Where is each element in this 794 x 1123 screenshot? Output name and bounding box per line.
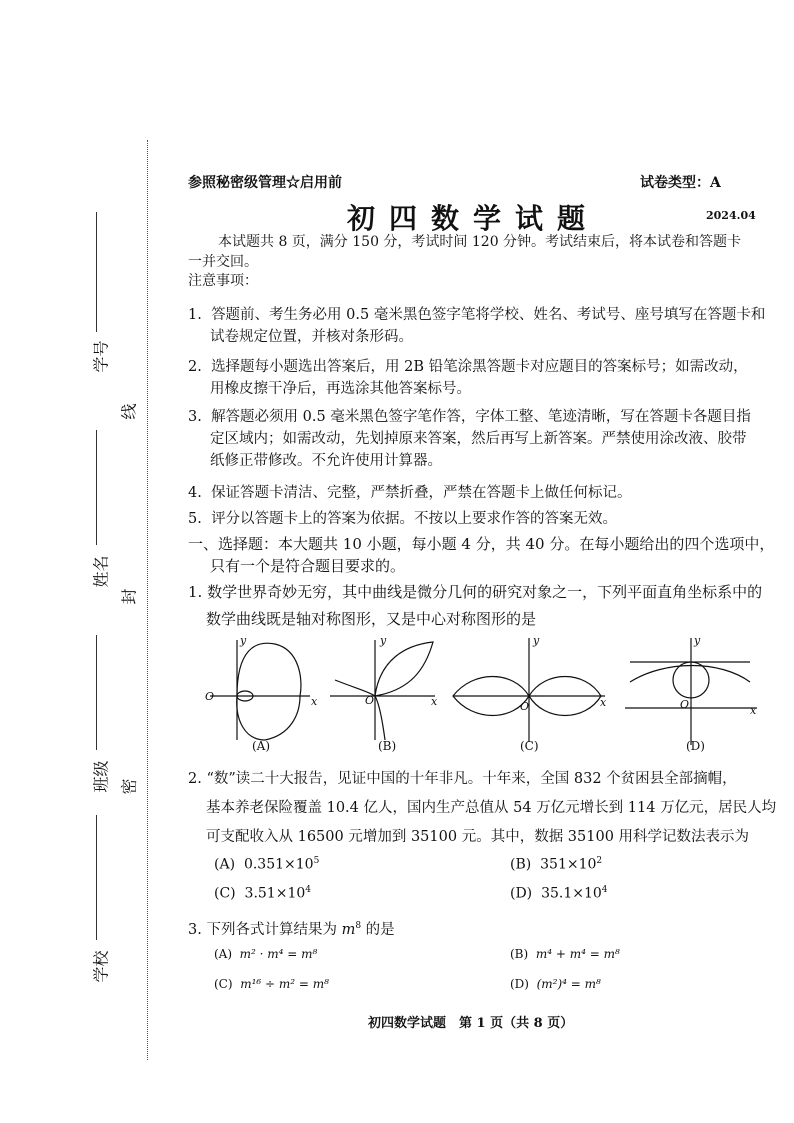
note-1: 1. 答题前、考生务必用 0.5 毫米黑色签字笔将学校、姓名、考试号、座号填写在答题卡和 试卷规定位置，并核对条形码。 [188, 307, 766, 345]
field-xingming [96, 430, 97, 545]
fig-c-x: x [600, 696, 607, 709]
q3-option-d: (D) (m²)⁴ = m⁸ [510, 977, 601, 991]
q3-option-a: (A) m² · m⁴ = m⁸ [214, 947, 318, 961]
paper-type: 试卷类型：A [640, 175, 721, 191]
seal-word-xian: 线 [119, 403, 139, 420]
fig-a-y: y [240, 634, 247, 647]
figure-d [625, 638, 757, 745]
field-banji [96, 635, 97, 750]
q3-option-b: (B) m⁴ + m⁴ = m⁸ [510, 947, 620, 961]
label-xuexiao: 学校 [91, 950, 111, 983]
q3-option-c: (C) m¹⁶ ÷ m² = m⁸ [214, 977, 329, 991]
question-1-figures [195, 630, 775, 750]
fig-b-y: y [380, 634, 387, 647]
section-1-heading: 一、选择题：本大题共 10 小题，每小题 4 分，共 40 分。在每小题给出的四个选项中， 只有一个是符合题目要求的。 [188, 535, 775, 575]
note-2: 2. 选择题每小题选出答案后，用 2B 铅笔涂黑答题卡对应题目的答案标号；如需改动， 用橡皮擦干净后，再选涂其他答案标号。 [188, 359, 748, 397]
label-xuehao: 学号 [91, 340, 111, 373]
field-xuehao [96, 212, 97, 332]
fig-b-x: x [431, 695, 438, 708]
seal-word-feng: 封 [119, 588, 139, 605]
caption-b: (B) [378, 739, 397, 753]
exam-date: 2024.04 [706, 209, 756, 222]
fig-d-origin: O [680, 698, 690, 711]
note-5: 5. 评分以答题卡上的答案为依据。不按以上要求作答的答案无效。 [188, 511, 618, 527]
fig-b-origin: O [365, 694, 375, 707]
fig-a-x: x [311, 695, 318, 708]
intro-line-1: 本试题共 8 页，满分 150 分，考试时间 120 分钟。考试结束后，将本试卷和答题卡 [218, 234, 742, 250]
label-banji: 班级 [91, 760, 111, 793]
field-xuexiao [96, 815, 97, 940]
seal-line [147, 140, 148, 1060]
fig-d-y: y [694, 634, 701, 647]
binding-margin [0, 0, 150, 1123]
q2-option-b: (B) $351\times 10^2$ [510, 856, 603, 873]
question-1: 1. 数学世界奇妙无穷，其中曲线是微分几何的研究对象之一，下列平面直角坐标系中的 数学曲线既是轴对称图形，又是中心对称图形的是 [188, 583, 763, 628]
page-footer: 初四数学试题 第 1 页（共 8 页） [368, 1016, 574, 1031]
notes-title: 注意事项： [188, 273, 258, 289]
note-4: 4. 保证答题卡清洁、完整，严禁折叠，严禁在答题卡上做任何标记。 [188, 485, 632, 501]
q2-option-a: (A) $0.351\times 10^5$ [214, 856, 320, 873]
fig-d-x: x [750, 704, 757, 717]
q2-option-c: (C) $3.51\times 10^4$ [214, 885, 311, 902]
caption-a: (A) [252, 739, 271, 753]
caption-d: (D) [686, 739, 705, 753]
label-xingming: 姓名 [91, 555, 111, 588]
seal-word-mi: 密 [119, 778, 139, 795]
caption-c: (C) [520, 739, 539, 753]
fig-a-origin: O [205, 690, 215, 703]
intro-line-2: 一并交回。 [188, 254, 258, 270]
q2-option-d: (D) $35.1\times 10^4$ [510, 885, 608, 902]
fig-c-origin: O [520, 700, 530, 713]
figure-b [330, 640, 435, 740]
page-title: 初四数学试题 [347, 202, 600, 235]
note-3: 3. 解答题必须用 0.5 毫米黑色签字笔作答，字体工整、笔迹清晰，写在答题卡各题目指 定区域内；如需改动，先划掉原来答案，然后再写上新答案。严禁使用涂改液、胶带 纸修正带修改。不允许使用计算器。 [188, 409, 751, 469]
confidential-label: 参照秘密级管理☆启用前 [188, 175, 342, 191]
fig-c-y: y [533, 634, 540, 647]
question-3: 3. 下列各式计算结果为 $m^8$ 的是 [188, 921, 395, 938]
question-2: 2. “数”读二十大报告，见证中国的十年非凡。十年来，全国 832 个贫困县全部摘帽， 基本养老保险覆盖 10.4 亿人，国内生产总值从 54 万亿元增长到 114 万亿元，居民人均 可支配收入从 16500 元增加到 35100 元。其中，数据 35100 用科学记数法表示为 [188, 771, 777, 845]
figure-a [210, 640, 310, 740]
figure-c [453, 638, 605, 742]
